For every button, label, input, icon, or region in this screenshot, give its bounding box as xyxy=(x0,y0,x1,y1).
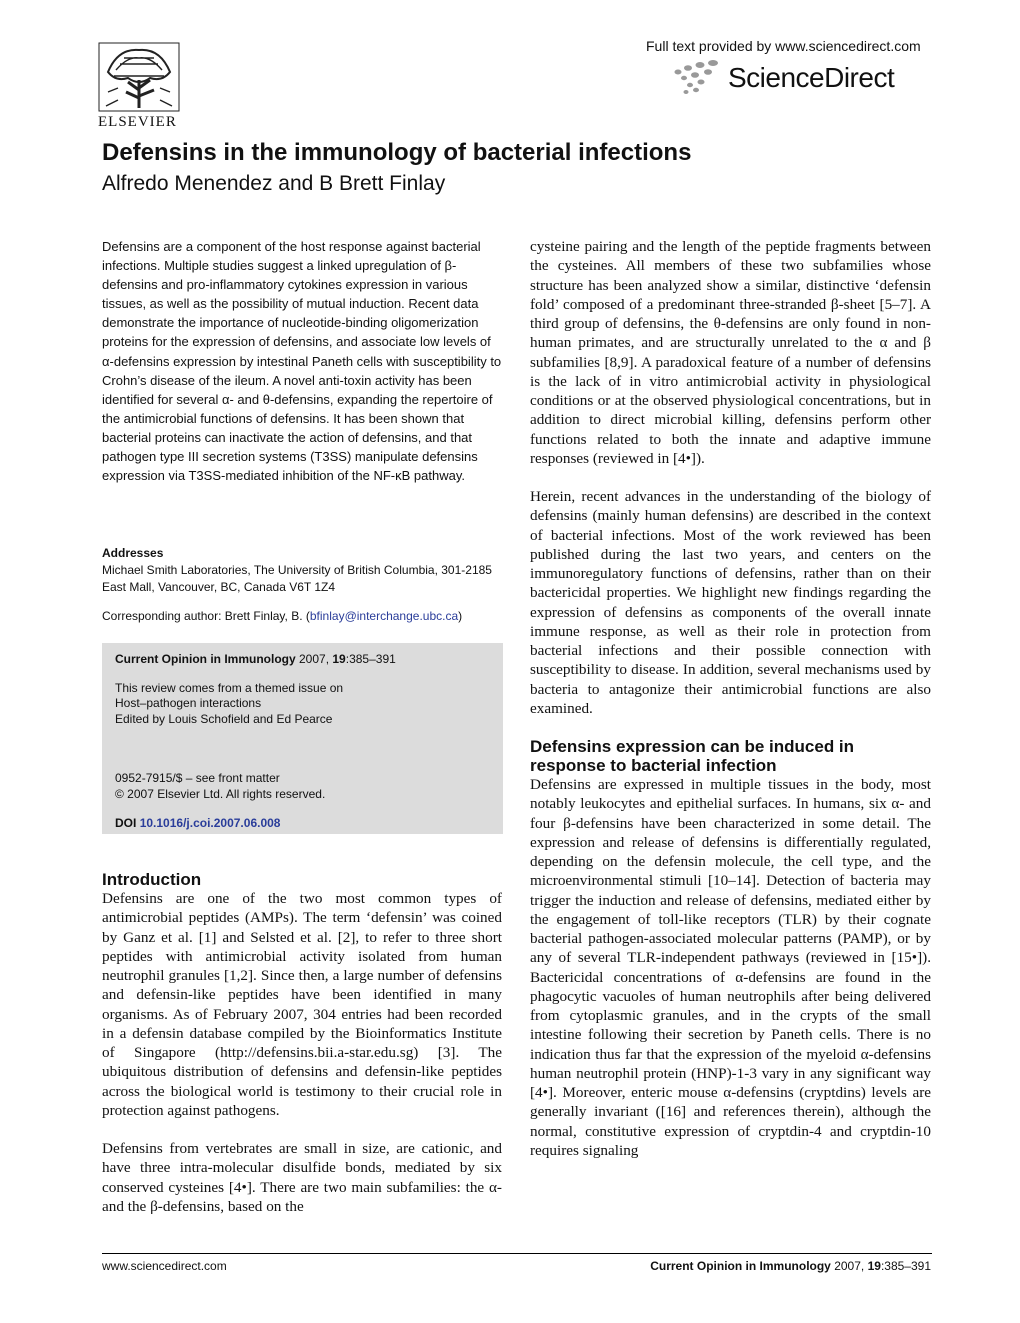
right-paragraph-1: cysteine pairing and the length of the peptide fragments between the cysteines. All members of these two subfamilies whose structure has been analyzed show a similar, distinctive ‘defensin fold’ composed of a predominant three-stranded β-sheet [5–7]. A third group of defensins, the θ-defensins are only found in non-human primates, and are structurally unrelated to the α and β subfamilies [8,9]. A paradoxical feature of a number of defensins is the lack of in vitro antimicrobial activity in physiological conditions or at the observed physiological concentrations, but in addition to direct microbial killing, defensins perform other functions related to both the innate and adaptive immune responses (reviewed in [4•]). xyxy=(530,238,931,467)
infobox-year: 2007, xyxy=(299,652,330,666)
infobox-theme-line2: Host–pathogen interactions xyxy=(115,696,262,710)
sciencedirect-wordmark: ScienceDirect xyxy=(728,62,895,93)
corresponding-prefix: Corresponding author: Brett Finlay, B. ( xyxy=(102,609,310,623)
introduction-heading: Introduction xyxy=(102,870,202,889)
footer-citation xyxy=(650,1259,931,1273)
footer-pages: :385–391 xyxy=(880,1259,931,1273)
article-info-box xyxy=(102,643,503,834)
elsevier-wordmark: ELSEVIER xyxy=(98,114,177,130)
infobox-copyright: © 2007 Elsevier Ltd. All rights reserved. xyxy=(115,786,326,801)
section-heading-expression: Defensins expression can be induced in response to bacterial infection xyxy=(530,737,855,775)
abstract-block xyxy=(102,237,502,485)
corresponding-suffix: ) xyxy=(458,609,463,623)
sciencedirect-dots-icon xyxy=(668,58,726,98)
infobox-doi-label: DOI xyxy=(115,816,137,830)
footer-volume: 19 xyxy=(867,1259,881,1273)
infobox-journal: Current Opinion in Immunology xyxy=(115,652,296,666)
infobox-theme-line1: This review comes from a themed issue on xyxy=(115,680,344,695)
footer-year: 2007, xyxy=(834,1259,865,1273)
addresses-heading: Addresses xyxy=(102,546,164,560)
right-paragraph-2: Herein, recent advances in the understanding of the biology of defensins (mainly human defensins) are described in the context of bacterial infections. Most of the work reviewed has been published during the last two years, and centers on the immunoregulatory functions of defensins, rather than on their bactericidal properties. We highlight new findings regarding the expression of defensins as components of the overall innate immune response, as well as their role in protection from bacterial infections and their possible connection with susceptibility to disease. In addition, several mechanisms used by bacteria to antagonize their antimicrobial functions are also examined. xyxy=(530,488,931,717)
right-column xyxy=(530,237,931,1160)
footer-website[interactable]: www.sciencedirect.com xyxy=(102,1259,227,1273)
introduction-paragraph-2: Defensins from vertebrates are small in size, are cationic, and have three intra-molecular disulfide bonds, mediated by six conserved cysteines [4•]. There are two main subfamilies: the α- and the β-defensins, based on the xyxy=(102,1140,502,1215)
infobox-editors: Edited by Louis Schofield and Ed Pearce xyxy=(115,711,333,726)
sciencedirect-logo[interactable] xyxy=(668,58,894,98)
introduction-section xyxy=(102,870,502,1216)
footer-journal: Current Opinion in Immunology xyxy=(650,1259,831,1273)
infobox-doi-link[interactable]: 10.1016/j.coi.2007.06.008 xyxy=(139,816,281,830)
infobox-doi-line xyxy=(115,816,490,832)
right-paragraph-3: Defensins are expressed in multiple tissues in the body, most notably leukocytes and epithelial surfaces. In humans, six α- and four β-defensins have been characterized in some detail. The expression and release of defensins is differentially regulated, depending on the defensin molecule, the cell type, and the microenvironmental stimuli [10–14]. Detection of bacteria may trigger the induction and release of defensins, mediated either by the engagement of toll-like receptors (TLR) by their cognate bacterial pathogen-associated molecular patterns (PAMP), or by any of several TLR-independent pathways (reviewed in [15•]). Bactericidal concentrations of α-defensins are found in the phagocytic vacuoles of human neutrophils after being delivered from cytoplasmic granules, and in the crypts of the small intestine following their secretion by Paneth cells. There is no indication thus far that the expression of the myeloid α-defensins human neutrophil protein (HNP)-1-3 vary in any significant way [4•]. Moreover, enteric mouse α-defensins (cryptdins) levels are generally invariant ([16] and references therein), although the normal, constitutive expression of cryptdin-4 and cryptdin-10 requires signaling xyxy=(530,776,931,1159)
article-title: Defensins in the immunology of bacterial infections xyxy=(102,139,692,166)
infobox-issn: 0952-7915/$ – see front matter xyxy=(115,771,280,785)
fulltext-provider-line[interactable]: Full text provided by www.sciencedirect.com xyxy=(646,38,921,54)
elsevier-tree-icon xyxy=(98,42,180,112)
infobox-citation xyxy=(115,652,490,668)
addresses-text: Michael Smith Laboratories, The University of British Columbia, 301-2185 East Mall, Vancouver, BC, Canada V6T 1Z4 xyxy=(102,563,492,594)
abstract-text: Defensins are a component of the host response against bacterial infections. Multiple studies suggest a linked upregulation of β-defensins and pro-inflammatory cytokines expression in various tissues, as well as the possibility of mutual induction. Recent data demonstrate the importance of nucleotide-binding oligomerization proteins for the expression of defensins, and associate low levels of α-defensins expression by intestinal Paneth cells with susceptibility to Crohn’s disease of the ileum. A novel anti-toxin activity has been identified for several α- and θ-defensins, expanding the repertoire of the antimicrobial functions of defensins. It has been shown that bacterial proteins can inactivate the action of defensins, and that pathogen type III secretion systems (T3SS) manipulate defensins expression via T3SS-mediated inhibition of the NF-κB pathway. xyxy=(102,239,502,484)
addresses-block xyxy=(102,545,502,596)
footer-divider xyxy=(102,1253,932,1254)
infobox-pages: :385–391 xyxy=(345,652,396,666)
elsevier-logo xyxy=(98,42,180,131)
infobox-volume: 19 xyxy=(332,652,346,666)
introduction-paragraph-1: Defensins are one of the two most common types of antimicrobial peptides (AMPs). The term ‘defensin’ was coined by Ganz et al. [1] and Selsted et al. [2], to refer to three short peptides with antimicrobial activity isolated from human neutrophil granules [1,2]. Since then, a large number of defensins and defensin-like peptides have been identified in many organisms. As of February 2007, 304 entries had been recorded in a defensin database compiled by the Bioinformatics Institute of Singapore (http://defensins.bii.a-star.edu.sg) [3]. The ubiquitous distribution of defensins and defensin-like peptides across the biological world is testimony to their crucial role in protection against pathogens. xyxy=(102,890,502,1119)
corresponding-email-link[interactable]: bfinlay@interchange.ubc.ca xyxy=(309,609,459,623)
corresponding-author xyxy=(102,608,502,625)
article-authors: Alfredo Menendez and B Brett Finlay xyxy=(102,172,446,195)
